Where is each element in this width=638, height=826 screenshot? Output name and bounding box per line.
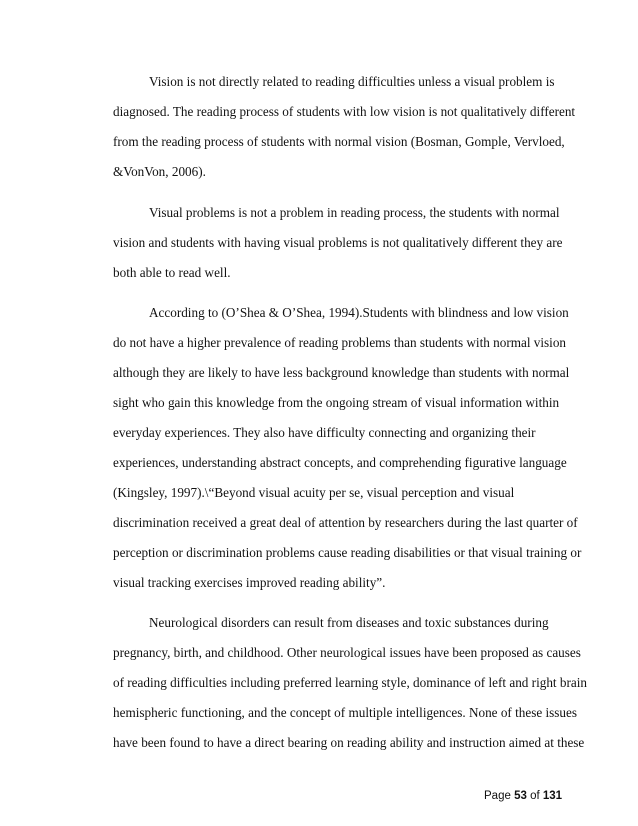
text-line: hemispheric functioning, and the concept of multiple intelligences. None of these issues [113, 705, 578, 720]
text-line: from the reading process of students with normal vision (Bosman, Gomple, Vervloed, [113, 134, 565, 149]
text-line: sight who gain this knowledge from the ongoing stream of visual information within [113, 395, 560, 410]
page-word: Page [484, 790, 511, 802]
text-line: have been found to have a direct bearing on reading ability and instruction aimed at these [113, 735, 585, 750]
text-line: discrimination received a great deal of attention by researchers during the last quarter of [113, 515, 578, 530]
text-line: &VonVon, 2006). [113, 164, 206, 179]
text-line: perception or discrimination problems cause reading disabilities or that visual training or [113, 545, 582, 560]
text-line: although they are likely to have less background knowledge than students with normal [113, 365, 570, 380]
text-line: do not have a higher prevalence of reading problems than students with normal vision [113, 335, 567, 350]
text-line: Neurological disorders can result from diseases and toxic substances during [149, 615, 549, 630]
text-line: According to (O’Shea & O’Shea, 1994).Students with blindness and low vision [149, 305, 569, 320]
text-line: everyday experiences. They also have difficulty connecting and organizing their [113, 425, 536, 440]
text-line: experiences, understanding abstract concepts, and comprehending figurative language [113, 455, 567, 470]
of-word: of [530, 790, 540, 802]
text-line: diagnosed. The reading process of students with low vision is not qualitatively different [113, 104, 576, 119]
text-line: pregnancy, birth, and childhood. Other neurological issues have been proposed as causes [113, 645, 581, 660]
page-number-footer [484, 789, 562, 803]
text-line: Visual problems is not a problem in reading process, the students with normal [149, 205, 560, 220]
text-line: both able to read well. [113, 265, 231, 280]
text-line: of reading difficulties including preferred learning style, dominance of left and right brain [113, 675, 587, 690]
text-line: Vision is not directly related to reading difficulties unless a visual problem is [149, 74, 555, 89]
current-page-number: 53 [514, 790, 527, 802]
text-line: (Kingsley, 1997).\“Beyond visual acuity per se, visual perception and visual [113, 485, 515, 500]
total-pages-number: 131 [542, 790, 563, 802]
text-line: visual tracking exercises improved reading ability”. [113, 575, 386, 590]
text-line: vision and students with having visual problems is not qualitatively different they are [113, 235, 563, 250]
